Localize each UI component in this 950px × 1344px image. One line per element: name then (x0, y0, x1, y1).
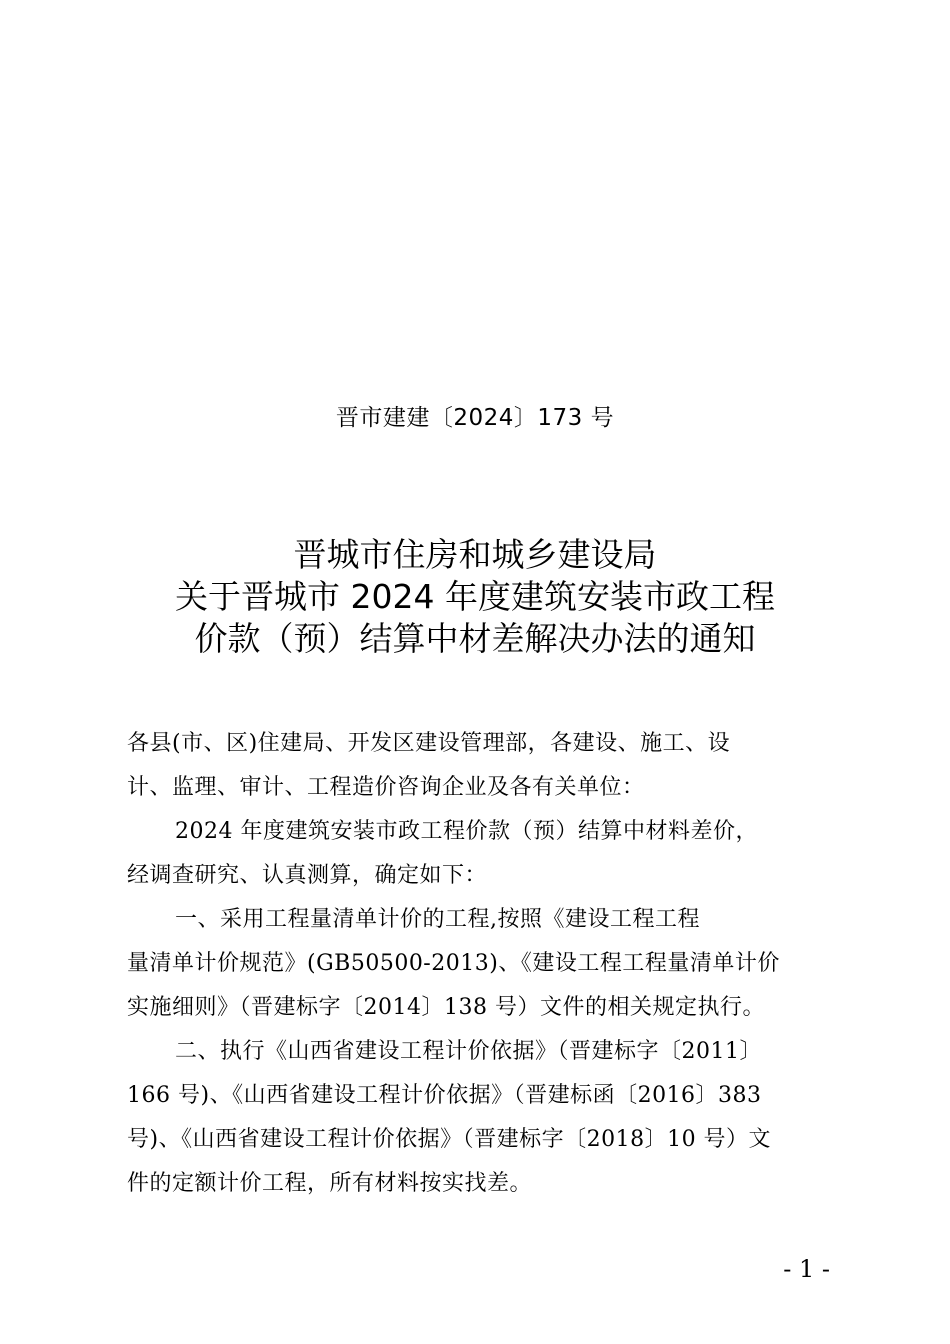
paragraph-item-1-line-2: 量清单计价规范》(GB50500-2013)、《建设工程工程量清单计价 (127, 951, 780, 976)
paragraph-intro (127, 810, 827, 898)
paragraph-intro-line-1: 2024 年度建筑安装市政工程价款（预）结算中材料差价， (175, 819, 758, 844)
page-number: - 1 - (783, 1255, 830, 1283)
document-body (127, 722, 827, 1206)
paragraph-item-2 (127, 1030, 827, 1206)
title-line-3: 价款（预）结算中材差解决办法的通知 (194, 619, 756, 658)
title-line-1: 晋城市住房和城乡建设局 (293, 535, 657, 574)
paragraph-item-1 (127, 898, 827, 1030)
paragraph-intro-line-2: 经调查研究、认真测算，确定如下： (127, 863, 488, 888)
paragraph-item-2-line-1: 二、执行《山西省建设工程计价依据》（晋建标字〔2011〕 (175, 1039, 762, 1064)
document-number: 晋市建建〔2024〕173 号 (335, 405, 615, 431)
document-title (0, 534, 950, 660)
paragraph-item-2-line-2: 166 号)、《山西省建设工程计价依据》（晋建标函〔2016〕383 (127, 1083, 762, 1108)
paragraph-item-2-line-4: 件的定额计价工程，所有材料按实找差。 (127, 1171, 533, 1196)
addressee-paragraph (127, 722, 827, 810)
paragraph-item-1-line-1: 一、采用工程量清单计价的工程,按照《建设工程工程 (175, 907, 700, 932)
addressee-line-1: 各县(市、区)住建局、开发区建设管理部，各建设、施工、设 (127, 731, 731, 756)
paragraph-item-2-line-3: 号)、《山西省建设工程计价依据》（晋建标字〔2018〕10 号）文 (127, 1127, 772, 1152)
paragraph-item-1-line-3: 实施细则》（晋建标字〔2014〕138 号）文件的相关规定执行。 (127, 995, 765, 1020)
title-line-2: 关于晋城市 2024 年度建筑安装市政工程 (175, 577, 775, 616)
addressee-line-2: 计、监理、审计、工程造价咨询企业及各有关单位： (127, 775, 645, 800)
